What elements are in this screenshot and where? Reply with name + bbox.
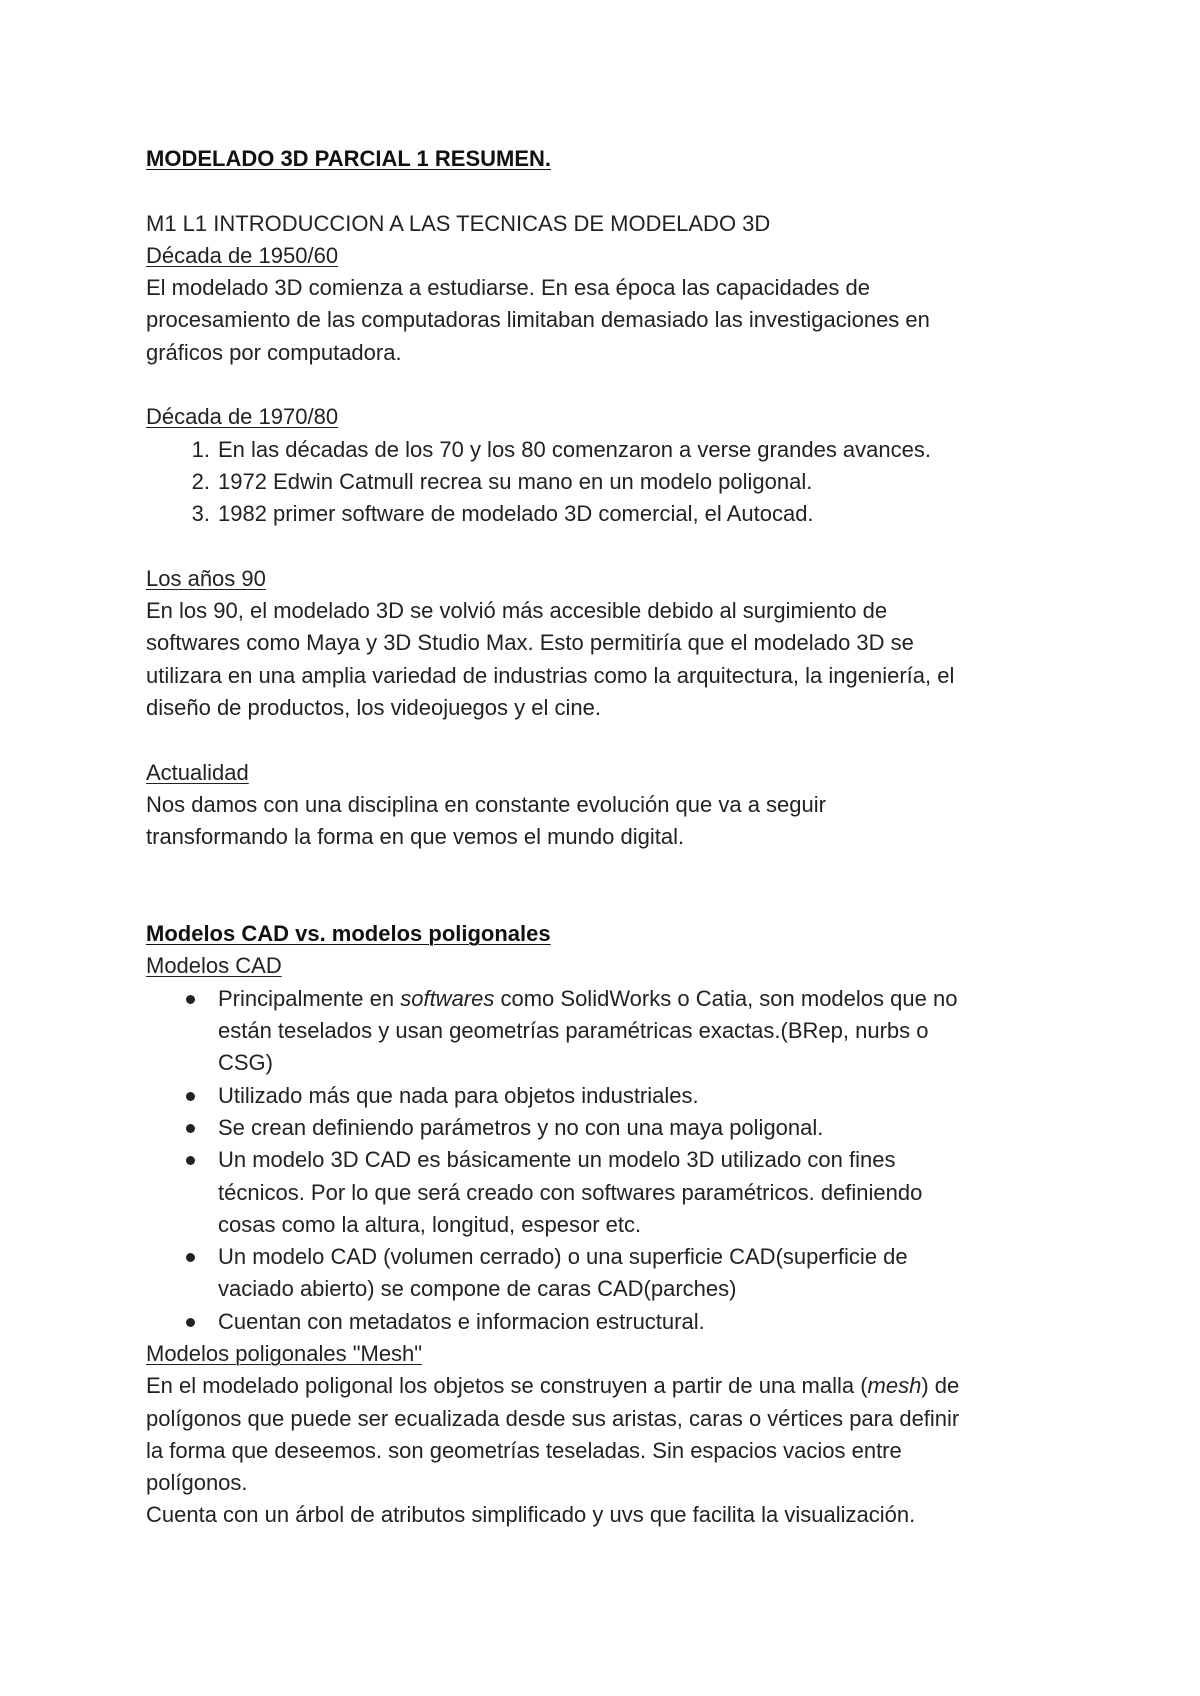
bullet-icon: [186, 1124, 195, 1133]
bullet-list: [146, 983, 1076, 1338]
list-item-line: vaciado abierto) se compone de caras CAD(parches): [218, 1276, 737, 1302]
list-item-line: cosas como la altura, longitud, espesor etc.: [218, 1211, 642, 1237]
paragraph-line: Cuenta con un árbol de atributos simplificado y uvs que facilita la visualización.: [146, 1502, 916, 1528]
subheading-cad: Modelos CAD: [146, 953, 282, 979]
paragraph-line: Nos damos con una disciplina en constante evolución que va a seguir: [146, 791, 826, 817]
section-heading-1970: Década de 1970/80: [146, 404, 339, 430]
section-heading-90s: Los años 90: [146, 565, 266, 591]
paragraph-line: En los 90, el modelado 3D se volvió más accesible debido al surgimiento de: [146, 598, 888, 624]
list-item-line: están teselados y usan geometrías paramétricas exactas.(BRep, nurbs o: [218, 1018, 929, 1044]
list-item: [146, 1112, 1076, 1144]
paragraph-line: [146, 1370, 1076, 1402]
list-item-text: 1982 primer software de modelado 3D comercial, el Autocad.: [218, 501, 814, 527]
list-number: 2.: [191, 468, 210, 494]
list-item: [146, 434, 1076, 466]
list-item: [146, 498, 1076, 530]
paragraph-line: utilizara en una amplia variedad de industrias como la arquitectura, la ingeniería, el: [146, 662, 955, 688]
list-item-line: Cuentan con metadatos e informacion estructural.: [218, 1308, 705, 1334]
lesson-title: M1 L1 INTRODUCCION A LAS TECNICAS DE MODELADO 3D: [146, 210, 771, 236]
text-run: como SolidWorks o Catia, son modelos que no: [494, 985, 958, 1011]
list-item-line: Se crean definiendo parámetros y no con una maya poligonal.: [218, 1114, 824, 1140]
bullet-icon: [186, 1092, 195, 1101]
list-item-line: Un modelo CAD (volumen cerrado) o una superficie CAD(superficie de: [218, 1244, 908, 1270]
list-item-line: técnicos. Por lo que será creado con softwares paramétricos. definiendo: [218, 1179, 923, 1205]
subheading-mesh: Modelos poligonales "Mesh": [146, 1340, 423, 1366]
bullet-icon: [186, 995, 195, 1004]
paragraph-line: la forma que deseemos. son geometrías teseladas. Sin espacios vacios entre: [146, 1437, 902, 1463]
list-item-line: CSG): [218, 1050, 273, 1076]
bullet-icon: [186, 1156, 195, 1165]
bullet-icon: [186, 1253, 195, 1262]
list-item: [146, 1306, 1076, 1338]
bullet-icon: [186, 1318, 195, 1327]
paragraph-line: softwares como Maya y 3D Studio Max. Esto permitiría que el modelado 3D se: [146, 630, 914, 656]
list-item: [146, 1241, 1076, 1306]
emphasis-text: mesh: [867, 1373, 922, 1399]
list-item: [146, 983, 1076, 1080]
section-heading-cad-vs-poly: Modelos CAD vs. modelos poligonales: [146, 921, 551, 947]
list-item-line: Utilizado más que nada para objetos industriales.: [218, 1082, 699, 1108]
text-run: Principalmente en: [218, 985, 401, 1011]
list-item-text: 1972 Edwin Catmull recrea su mano en un modelo poligonal.: [218, 468, 813, 494]
document-title: MODELADO 3D PARCIAL 1 RESUMEN.: [146, 146, 552, 171]
paragraph-line: diseño de productos, los videojuegos y el cine.: [146, 695, 601, 721]
paragraph-line: procesamiento de las computadoras limitaban demasiado las investigaciones en: [146, 307, 930, 333]
list-item-text: En las décadas de los 70 y los 80 comenzaron a verse grandes avances.: [218, 436, 931, 462]
numbered-list: [146, 434, 1076, 531]
paragraph-line: El modelado 3D comienza a estudiarse. En esa época las capacidades de: [146, 275, 871, 301]
section-heading-1950: Década de 1950/60: [146, 242, 339, 268]
text-run: En el modelado poligonal los objetos se construyen a partir de una malla (: [146, 1373, 868, 1399]
document-page: [146, 143, 1076, 1532]
section-heading-actualidad: Actualidad: [146, 759, 249, 785]
list-item: [146, 1144, 1076, 1241]
paragraph-line: gráficos por computadora.: [146, 339, 402, 365]
text-run: ) de: [921, 1373, 960, 1399]
list-number: 3.: [191, 501, 210, 527]
list-number: 1.: [191, 436, 210, 462]
list-item-line: Un modelo 3D CAD es básicamente un modelo 3D utilizado con fines: [218, 1147, 896, 1173]
paragraph-line: transformando la forma en que vemos el mundo digital.: [146, 824, 685, 850]
paragraph-line: polígonos que puede ser ecualizada desde sus aristas, caras o vértices para definir: [146, 1405, 960, 1431]
list-item: [146, 1080, 1076, 1112]
emphasis-text: softwares: [400, 985, 495, 1011]
list-item: [146, 466, 1076, 498]
paragraph-line: polígonos.: [146, 1470, 248, 1496]
